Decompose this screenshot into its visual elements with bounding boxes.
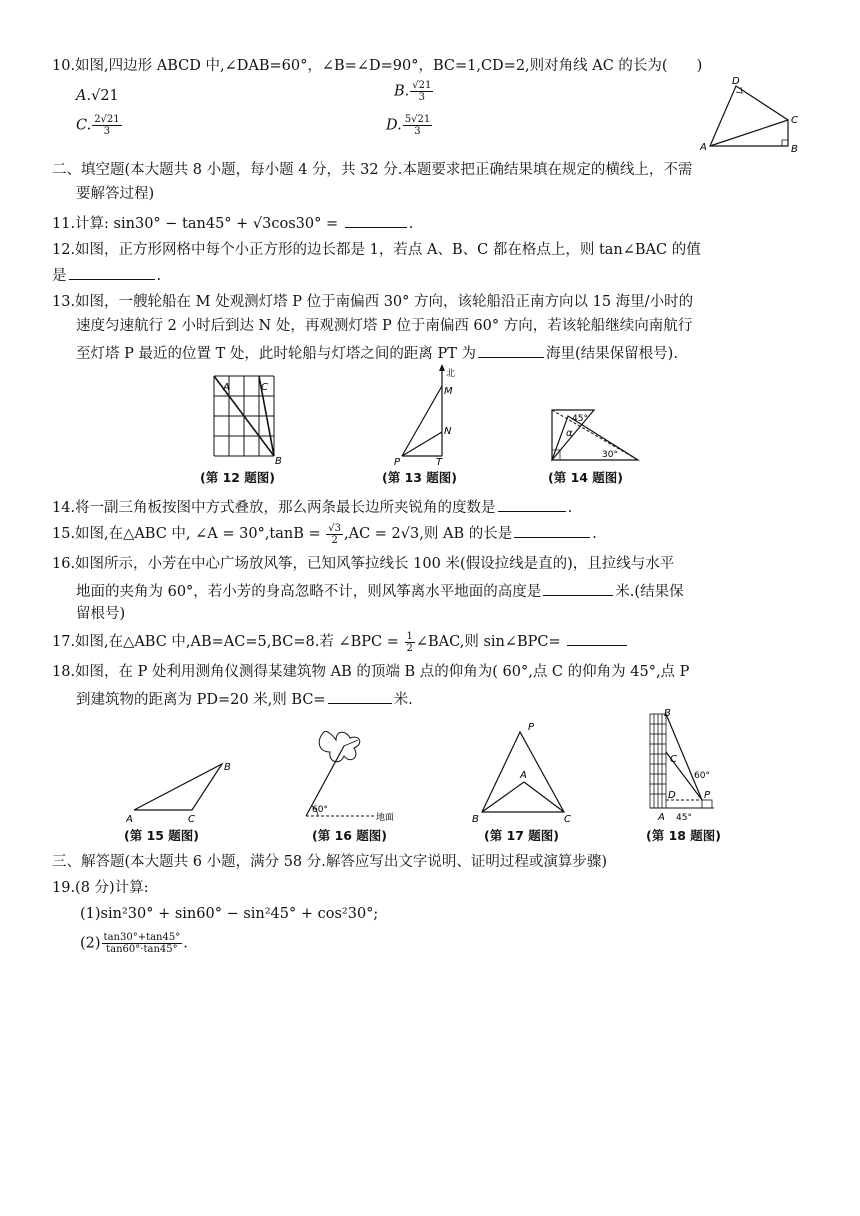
q15-answer-blank[interactable]	[514, 522, 590, 538]
fig-label-a: A	[520, 770, 527, 781]
angle-45-label: 45°	[676, 813, 692, 823]
angle-60-label: 60°	[694, 771, 710, 781]
q10-option-d[interactable]: D. $\frac{5√21}{3}$	[386, 114, 431, 137]
fig-label-c: C	[670, 754, 677, 765]
fig-label-p: P	[528, 722, 535, 733]
q10-figure	[696, 74, 806, 154]
q16-figure-caption: (第 16 题图)	[312, 828, 388, 843]
q11-answer-blank[interactable]	[345, 212, 407, 228]
q15-figure	[126, 756, 246, 826]
q14-answer-blank[interactable]	[498, 496, 566, 512]
section2-heading-cont: 要解答过程)	[76, 186, 155, 202]
q12-figure-caption: (第 12 题图)	[200, 470, 276, 485]
q15-figure-caption: (第 15 题图)	[124, 828, 200, 843]
fig-label-a: A	[700, 142, 707, 153]
fig-label-n: N	[444, 426, 452, 437]
q19-title: 19.(8 分)计算:	[52, 880, 149, 896]
q17-figure-caption: (第 17 题图)	[484, 828, 560, 843]
q13-line2: 速度匀速航行 2 小时后到达 N 处，再观测灯塔 P 位于南偏西 60° 方向，若该轮船继续向南航行	[76, 318, 693, 334]
fig-label-c: C	[188, 814, 195, 825]
q14-figure-caption: (第 14 题图)	[548, 470, 624, 485]
q10-option-b[interactable]: B. $\frac{√21}{3}$	[394, 80, 432, 103]
fig-label-a: A	[223, 382, 230, 393]
angle-60-label: 60°	[312, 805, 328, 815]
fig-label-t: T	[436, 457, 443, 466]
north-label: 北	[446, 369, 456, 379]
q19-part2: (2) $\frac{\tan 30^\circ+\tan 45^\circ}{\tan 60^\circ\cdot\tan 45^\circ}$ .	[80, 932, 188, 955]
q14: 14.将一副三角板按图中方式叠放，那么两条最长边所夹锐角的度数是 .	[52, 496, 572, 518]
section2-heading: 二、填空题(本大题共 8 小题，每小题 4 分，共 32 分.本题要求把正确结果填在规定的横线上，不需	[52, 162, 693, 178]
q16-line2: 地面的夹角为 60°，若小芳的身高忽略不计，则风筝离水平地面的高度是 米.(结果保	[76, 580, 684, 602]
q10-option-c[interactable]: C. $\frac{2√21}{3}$	[76, 114, 120, 137]
fig-label-d: D	[668, 790, 676, 801]
fig-label-c: C	[564, 814, 571, 824]
fig-label-m: M	[444, 386, 453, 397]
fig-label-d: D	[732, 76, 740, 87]
fig-label-a: A	[658, 812, 665, 823]
fig-label-b: B	[664, 708, 671, 719]
q18-figure-caption: (第 18 题图)	[646, 828, 722, 843]
q16-line1: 16.如图所示，小芳在中心广场放风筝，已知风筝拉线长 100 米(假设拉线是直的)，且拉线与水平	[52, 556, 675, 572]
q13-figure	[392, 364, 472, 466]
angle-30-label: 30°	[602, 450, 618, 460]
q13-line1: 13.如图，一艘轮船在 M 处观测灯塔 P 位于南偏西 30° 方向，该轮船沿正南方向以 15 海里/小时的	[52, 294, 694, 310]
q15: 15.如图,在△ABC 中, ∠A = 30°,tanB = $\frac{√3}{2}$ ,AC = 2√3,则 AB 的长是 .	[52, 522, 597, 546]
fig-label-p: P	[704, 790, 711, 801]
q17: 17.如图,在△ABC 中,AB=AC=5,BC=8.若 ∠BPC = $\frac{1}{2}$ ∠BAC,则 sin∠BPC=	[52, 630, 629, 654]
q16-answer-blank[interactable]	[543, 580, 613, 596]
q13-line3: 至灯塔 P 最近的位置 T 处，此时轮船与灯塔之间的距离 PT 为 海里(结果保留根号).	[76, 342, 678, 364]
fig-label-c: C	[261, 382, 268, 393]
q10-stem: 10.如图,四边形 ABCD 中,∠DAB=60°，∠B=∠D=90°，BC=1,CD=2,则对角线 AC 的长为( )	[52, 58, 703, 74]
q13-figure-caption: (第 13 题图)	[382, 470, 458, 485]
q11: 11.计算: sin30° − tan45° + √3cos30° = .	[52, 212, 413, 234]
ground-label: 地面	[376, 813, 395, 823]
fig-label-a: A	[126, 814, 133, 825]
fig-label-p: P	[394, 457, 401, 466]
q16-figure	[296, 730, 416, 826]
q17-answer-blank[interactable]	[567, 630, 627, 646]
fig-label-b: B	[791, 144, 798, 154]
q18-line1: 18.如图，在 P 处利用测角仪测得某建筑物 AB 的顶端 B 点的仰角为( 60°,点 C 的仰角为 45°,点 P	[52, 664, 690, 680]
section3-heading: 三、解答题(本大题共 6 小题，满分 58 分.解答应写出文字说明、证明过程或演算步骤)	[52, 854, 608, 870]
fig-label-b: B	[472, 814, 479, 824]
q19-part1: (1)sin²30° + sin60° − sin²45° + cos²30°;	[80, 906, 379, 922]
q12-line2: 是 .	[52, 264, 161, 286]
q14-figure	[548, 406, 648, 466]
alpha-label: α	[566, 428, 573, 439]
q12-line1: 12.如图，正方形网格中每个小正方形的边长都是 1，若点 A、B、C 都在格点上，则 tan∠BAC 的值	[52, 242, 701, 258]
q17-figure	[468, 718, 578, 824]
q16-line3: 留根号)	[76, 606, 126, 622]
fig-label-b: B	[224, 762, 231, 773]
q18-figure	[644, 708, 734, 826]
q18-line2: 到建筑物的距离为 PD=20 米,则 BC= 米.	[76, 688, 413, 710]
q18-answer-blank[interactable]	[328, 688, 392, 704]
q12-answer-blank[interactable]	[69, 264, 155, 280]
q10-option-a[interactable]: A.√21	[76, 88, 119, 104]
angle-45-label: 45°	[572, 414, 588, 424]
q12-figure	[212, 374, 282, 464]
fig-label-b: B	[275, 456, 282, 464]
fig-label-c: C	[791, 115, 798, 126]
q13-answer-blank[interactable]	[478, 342, 544, 358]
